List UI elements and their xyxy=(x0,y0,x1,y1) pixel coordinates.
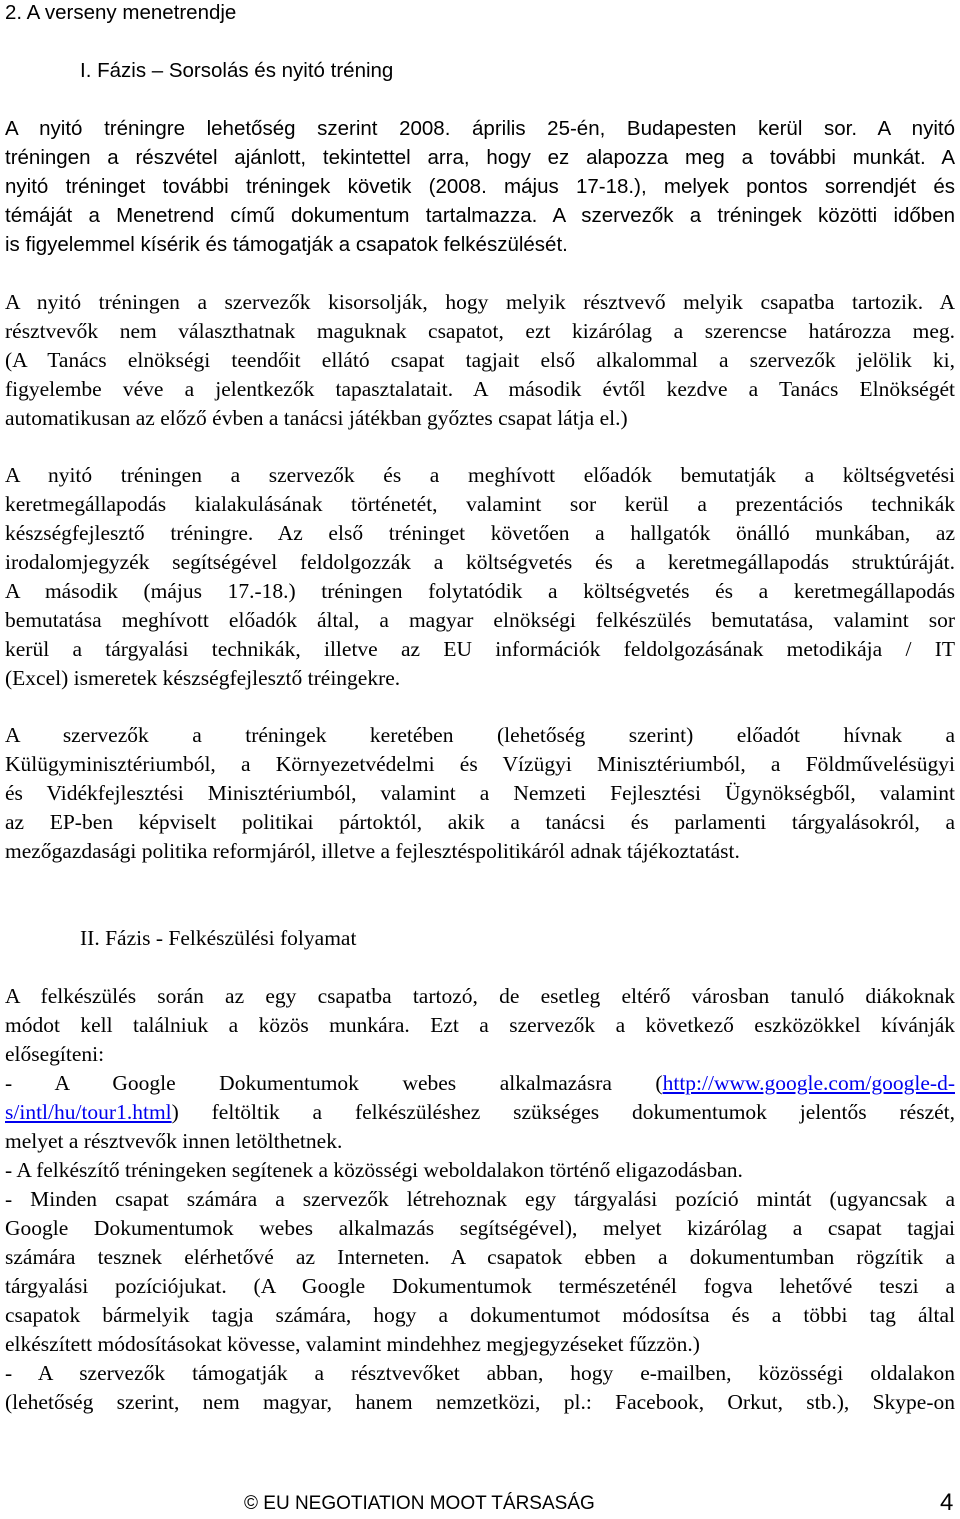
text-line: (A Tanács elnökségi teendőit ellátó csapat tagjait első alkalommal a szervezők jelölik ki, xyxy=(5,348,955,372)
text-line: módot kell találniuk a közös munkára. Ezt a szervezők a következő eszközökkel kívánják xyxy=(5,1013,955,1037)
bullet-text: ) feltöltik a felkészüléshez szükséges dokumentumok jelentős részét, xyxy=(171,1100,955,1124)
text-line: és Vidékfejlesztési Minisztériumból, valamint a Nemzeti Fejlesztési Ügynökségből, valamint xyxy=(5,781,955,805)
text-line: mezőgazdasági politika reformjáról, illetve a fejlesztéspolitikáról adnak tájékoztatást. xyxy=(5,839,740,863)
phase2-heading: II. Fázis - Felkészülési folyamat xyxy=(80,926,357,950)
text-line: A szervezők a tréningek keretében (lehetőség szerint) előadót hívnak a xyxy=(5,723,955,747)
bullet-google-docs-line-2 xyxy=(5,1098,955,1127)
text-line: automatikusan az előző évben a tanácsi játékban győztes csapat látja el.) xyxy=(5,406,628,430)
text-line: A felkészülés során az egy csapatba tartozó, de esetleg eltérő városban tanuló diákoknak xyxy=(5,984,955,1008)
google-docs-link-part-1[interactable]: http://www.google.com/google-d- xyxy=(662,1071,955,1095)
text-line: témáját a Menetrend című dokumentum tartalmazza. A szervezők a tréningek közötti időben xyxy=(5,204,955,227)
text-line: A nyitó tréningen a szervezők kisorsolják, hogy melyik résztvevő melyik csapatba tartozik. A xyxy=(5,290,955,314)
google-docs-link-part-2[interactable]: s/intl/hu/tour1.html xyxy=(5,1100,172,1124)
text-line: csapatok bármelyik tagja számára, hogy a dokumentumot módosítsa és a többi tag által xyxy=(5,1303,955,1327)
text-line: irodalomjegyzék segítségével feldolgozzák a költségvetés és a keretmegállapodás struktúráját. xyxy=(5,550,955,574)
page-footer xyxy=(0,1487,960,1517)
phase1-paragraph-2 xyxy=(5,288,955,433)
phase1-heading: I. Fázis – Sorsolás és nyitó tréning xyxy=(80,59,394,82)
text-line: figyelembe véve a jelentkezők tapasztalatait. A második évtől kezdve a Tanács Elnökségét xyxy=(5,377,955,401)
text-line: Külügyminisztériumból, a Környezetvédelmi és Vízügyi Minisztériumból, a Földművelésügyi xyxy=(5,752,955,776)
text-line: tréningen a részvétel ajánlott, tekintettel arra, hogy ez alapozza meg a további munkát. A xyxy=(5,146,955,169)
bullet-text: - A Google Dokumentumok webes alkalmazásra ( xyxy=(5,1071,663,1095)
text-line: - Minden csapat számára a szervezők létrehoznak egy tárgyalási pozíció mintát (ugyancsak a xyxy=(5,1187,955,1211)
phase2-body xyxy=(5,982,955,1417)
phase1-paragraph-3 xyxy=(5,461,955,693)
phase1-paragraph-4 xyxy=(5,721,955,866)
text-line: A második (május 17.-18.) tréningen folytatódik a költségvetés és a keretmegállapodás xyxy=(5,579,955,603)
bullet-google-docs-line-1 xyxy=(5,1069,955,1098)
text-line: bemutatása meghívott előadók által, a magyar elnökségi felkészülés bemutatása, valamint sor xyxy=(5,608,955,632)
text-line: kerül a tárgyalási technikák, illetve az EU információk feldolgozásának metodikája / IT xyxy=(5,637,955,661)
text-line: (lehetőség szerint, nem magyar, hanem nemzetközi, pl.: Facebook, Orkut, stb.), Skype-on xyxy=(5,1390,955,1414)
text-line: tárgyalási pozíciójukat. (A Google Dokumentumok természeténél fogva lehetővé teszi a xyxy=(5,1274,955,1298)
text-line: elősegíteni: xyxy=(5,1042,105,1066)
text-line: A nyitó tréningre lehetőség szerint 2008. április 25-én, Budapesten kerül sor. A nyitó xyxy=(5,117,955,140)
text-line: elkészített módosításokat kövesse, valamint mindehhez megjegyzéseket fűzzön.) xyxy=(5,1332,700,1356)
phase1-paragraph-1 xyxy=(5,114,955,259)
text-line: számára tesznek elérhetővé az Interneten. A csapatok ebben a dokumentumban rögzítik a xyxy=(5,1245,955,1269)
bullet-community-sites: - A felkészítő tréningeken segítenek a közösségi weboldalakon történő eligazodásban. xyxy=(5,1158,743,1182)
text-line: is figyelemmel kísérik és támogatják a csapatok felkészülését. xyxy=(5,233,568,256)
page-number: 4 xyxy=(940,1489,954,1516)
text-line: - A szervezők támogatják a résztvevőket abban, hogy e-mailben, közösségi oldalakon xyxy=(5,1361,955,1385)
text-line: résztvevők nem választhatnak maguknak csapatot, ezt kizárólag a szerencse határozza meg. xyxy=(5,319,955,343)
text-line: az EP-ben képviselt politikai pártoktól, akik a tanácsi és parlamenti tárgyalásokról, a xyxy=(5,810,955,834)
footer-copyright: © EU NEGOTIATION MOOT TÁRSASÁG xyxy=(244,1493,595,1514)
text-line: Google Dokumentumok webes alkalmazás segítségével), melyet kizárólag a csapat tagjai xyxy=(5,1216,955,1240)
text-line: (Excel) ismeretek készségfejlesztő tréingekre. xyxy=(5,666,401,690)
section-heading: 2. A verseny menetrendje xyxy=(5,1,237,24)
text-line: A nyitó tréningen a szervezők és a meghívott előadók bemutatják a költségvetési xyxy=(5,463,955,487)
text-line: készségfejlesztő tréningre. Az első tréninget követően a hallgatók önálló munkában, az xyxy=(5,521,955,545)
text-line: keretmegállapodás kialakulásának történetét, valamint sor kerül a prezentációs technikák xyxy=(5,492,955,516)
text-line: melyet a résztvevők innen letölthetnek. xyxy=(5,1129,343,1153)
text-line: nyitó tréninget további tréningek követik (2008. május 17-18.), melyek pontos sorrendjét és xyxy=(5,175,955,198)
